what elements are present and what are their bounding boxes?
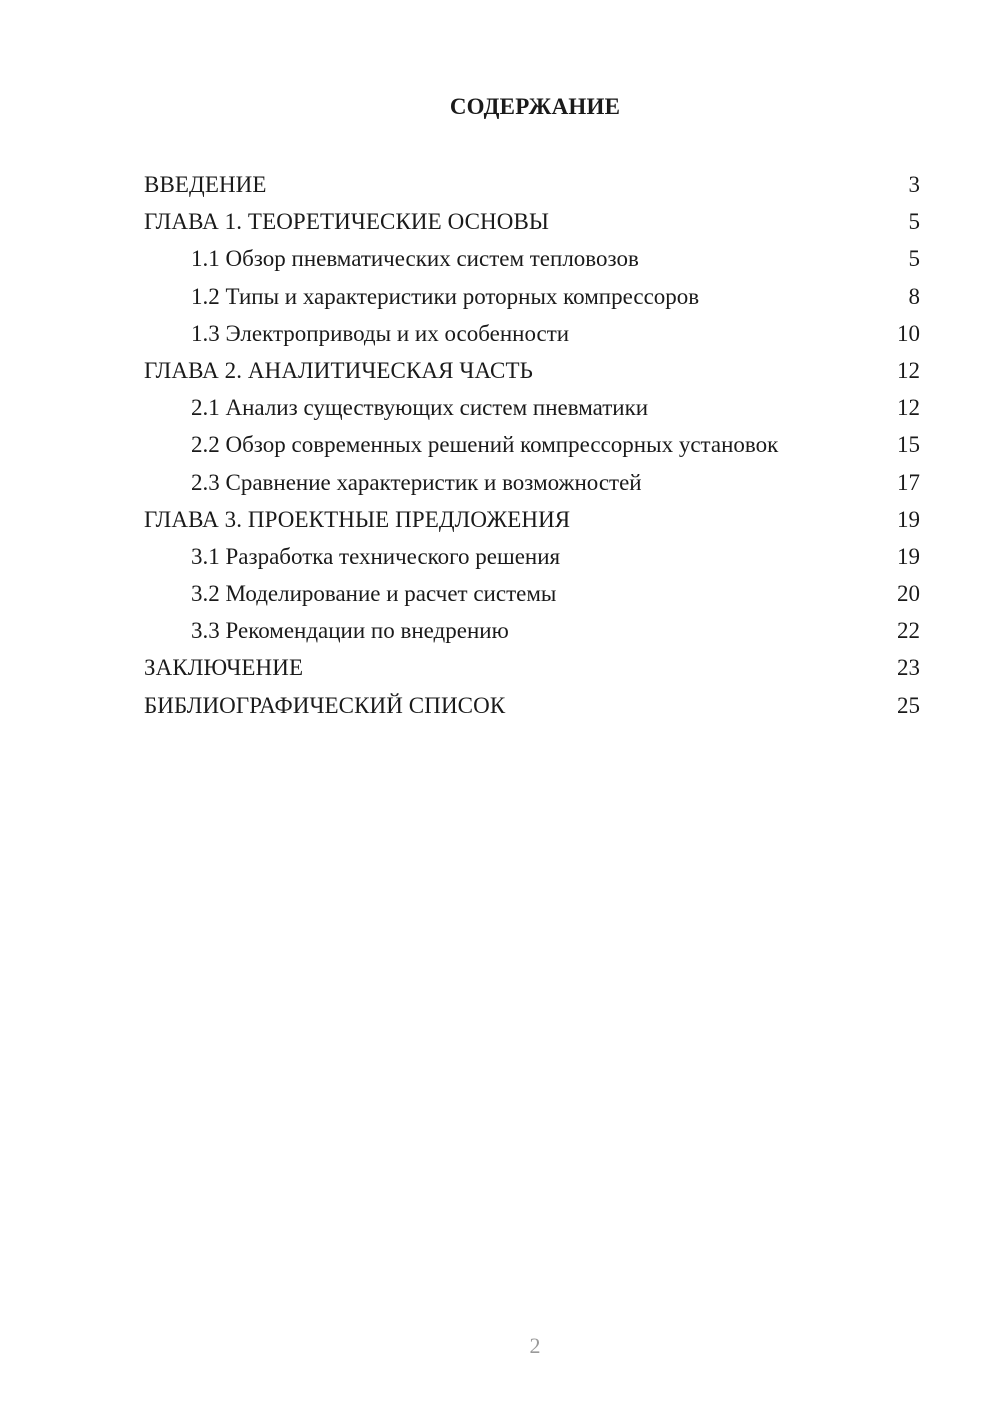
toc-entry-section-2-1[interactable] — [144, 389, 920, 426]
table-of-contents — [144, 166, 920, 724]
toc-entry-label: БИБЛИОГРАФИЧЕСКИЙ СПИСОК — [144, 692, 506, 718]
toc-entry-page: 12 — [897, 395, 920, 421]
page-title: СОДЕРЖАНИЕ — [449, 94, 621, 119]
toc-entry-section-2-2[interactable] — [144, 426, 920, 463]
toc-entry-page: 19 — [897, 506, 920, 532]
toc-entry-page: 12 — [897, 357, 920, 383]
toc-entry-page: 3 — [908, 172, 920, 197]
toc-entry-label: ВВЕДЕНИЕ — [144, 172, 267, 197]
toc-entry-introduction[interactable] — [144, 166, 920, 203]
toc-entry-page: 17 — [897, 469, 920, 495]
toc-entry-page: 23 — [897, 655, 920, 681]
toc-entry-section-2-3[interactable] — [144, 464, 920, 501]
toc-entry-chapter-1[interactable] — [144, 203, 920, 240]
toc-entry-section-3-1[interactable] — [144, 538, 920, 575]
toc-entry-page: 22 — [897, 618, 920, 644]
toc-entry-label: ГЛАВА 1. ТЕОРЕТИЧЕСКИЕ ОСНОВЫ — [144, 209, 550, 235]
toc-entry-label: ГЛАВА 2. АНАЛИТИЧЕСКАЯ ЧАСТЬ — [144, 357, 533, 383]
toc-entry-page: 8 — [908, 283, 920, 309]
toc-entry-label: 2.2 Обзор современных решений компрессорных установок — [191, 432, 779, 458]
toc-entry-label: 3.3 Рекомендации по внедрению — [191, 618, 509, 644]
toc-entry-label: 1.3 Электроприводы и их особенности — [191, 320, 570, 346]
toc-entry-section-1-1[interactable] — [144, 240, 920, 277]
toc-entry-page: 5 — [908, 246, 920, 272]
toc-entry-label: 1.1 Обзор пневматических систем тепловозов — [191, 246, 639, 272]
toc-entry-label: 3.2 Моделирование и расчет системы — [191, 581, 557, 607]
toc-entry-section-3-3[interactable] — [144, 612, 920, 649]
toc-entry-page: 25 — [897, 692, 920, 718]
toc-entry-section-1-2[interactable] — [144, 278, 920, 315]
page-number: 2 — [529, 1333, 541, 1358]
toc-entry-chapter-2[interactable] — [144, 352, 920, 389]
toc-entry-page: 5 — [908, 209, 920, 235]
toc-entry-page: 20 — [897, 581, 920, 607]
toc-entry-label: ЗАКЛЮЧЕНИЕ — [144, 655, 304, 681]
toc-entry-label: 3.1 Разработка технического решения — [191, 543, 561, 569]
toc-entry-label: 2.3 Сравнение характеристик и возможностей — [191, 469, 642, 495]
toc-entry-label: 2.1 Анализ существующих систем пневматики — [191, 395, 649, 421]
toc-entry-page: 10 — [897, 320, 920, 346]
toc-entry-label: 1.2 Типы и характеристики роторных компрессоров — [191, 283, 700, 309]
toc-entry-page: 15 — [897, 432, 920, 458]
toc-entry-section-1-3[interactable] — [144, 315, 920, 352]
toc-entry-section-3-2[interactable] — [144, 575, 920, 612]
toc-entry-chapter-3[interactable] — [144, 501, 920, 538]
toc-entry-label: ГЛАВА 3. ПРОЕКТНЫЕ ПРЕДЛОЖЕНИЯ — [144, 506, 571, 532]
toc-entry-page: 19 — [897, 543, 920, 569]
toc-entry-conclusion[interactable] — [144, 649, 920, 686]
toc-entry-bibliography[interactable] — [144, 687, 920, 724]
